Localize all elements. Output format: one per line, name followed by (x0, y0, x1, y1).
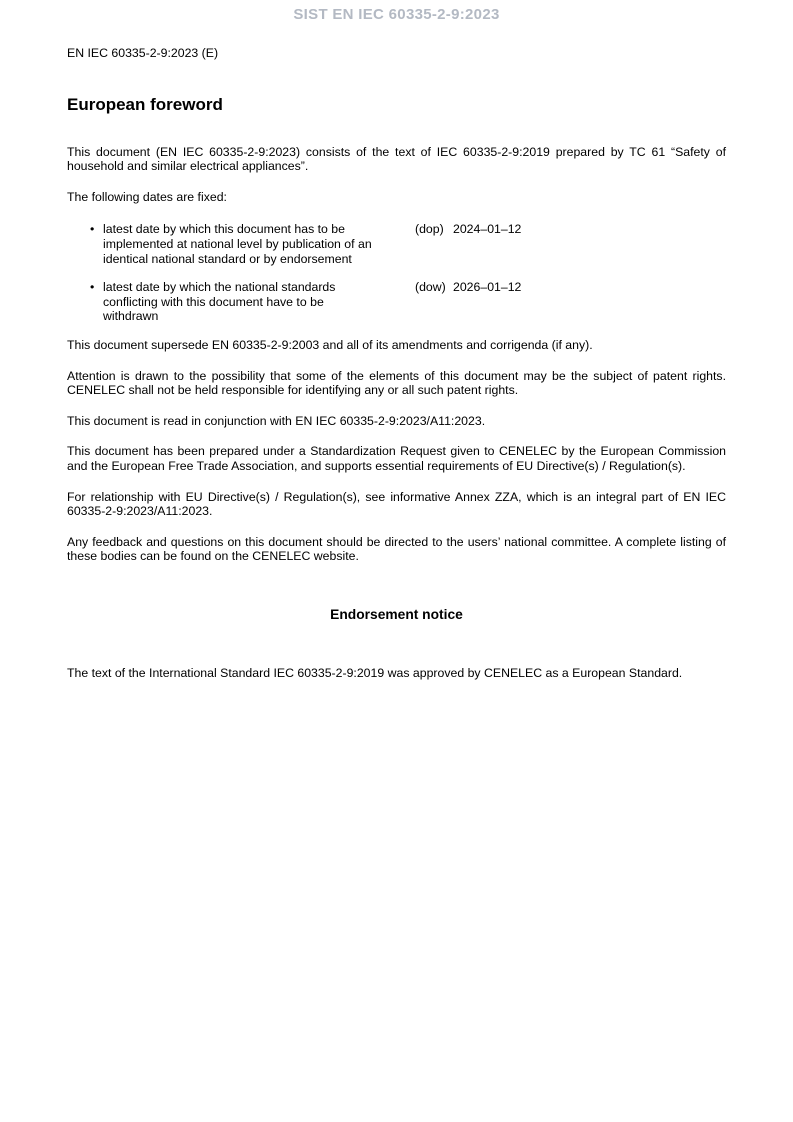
paragraph-standardization-request: This document has been prepared under a Standardization Request given to CENELEC by the European Commission and the European Free Trade Association, and supports essential requirements of EU Directive(s) / Regulation(s). (67, 444, 726, 473)
paragraph-annex-zza: For relationship with EU Directive(s) / Regulation(s), see informative Annex ZZA, which is an integral part of EN IEC 60335-2-9:2023/A11:2023. (67, 489, 726, 519)
bullet-icon: • (90, 222, 95, 237)
page-content (67, 46, 726, 681)
paragraph-conjunction: This document is read in conjunction with EN IEC 60335-2-9:2023/A11:2023. (67, 413, 486, 428)
bullet-icon: • (90, 280, 95, 295)
date-item-value: 2026–01–12 (453, 280, 522, 295)
paragraph-supersede: This document supersede EN 60335-2-9:2003 and all of its amendments and corrigenda (if any). (67, 337, 593, 352)
paragraph-patent-rights: Attention is drawn to the possibility that some of the elements of this document may be the subject of patent rights. CENELEC shall not be held responsible for identifying any or all such patent rights. (67, 368, 726, 398)
watermark-header: SIST EN IEC 60335-2-9:2023 (293, 6, 500, 23)
date-item-code: (dow) (415, 280, 446, 295)
paragraph-feedback: Any feedback and questions on this document should be directed to the users’ national committee. A complete listing of these bodies can be found on the CENELEC website. (67, 534, 726, 564)
date-item-dop (90, 222, 726, 266)
date-item-description: latest date by which the national standards conflicting with this document have to be withdrawn (103, 280, 336, 324)
paragraph-dates-intro: The following dates are fixed: (67, 189, 227, 204)
date-item-code: (dop) (415, 222, 444, 237)
section-title-endorsement-notice: Endorsement notice (330, 606, 463, 622)
date-item-description: latest date by which this document has to be implemented at national level by publication of an identical national standard or by endorsement (103, 222, 372, 266)
date-item-value: 2024–01–12 (453, 222, 522, 237)
document-reference: EN IEC 60335-2-9:2023 (E) (67, 46, 219, 60)
section-title-european-foreword: European foreword (67, 94, 223, 114)
dates-list (67, 222, 726, 324)
paragraph-document-consists: This document (EN IEC 60335-2-9:2023) consists of the text of IEC 60335-2-9:2019 prepared by TC 61 “Safety of household and similar electrical appliances”. (67, 144, 726, 174)
paragraph-endorsement: The text of the International Standard IEC 60335-2-9:2019 was approved by CENELEC as a European Standard. (67, 666, 683, 681)
date-item-dow (90, 280, 726, 324)
